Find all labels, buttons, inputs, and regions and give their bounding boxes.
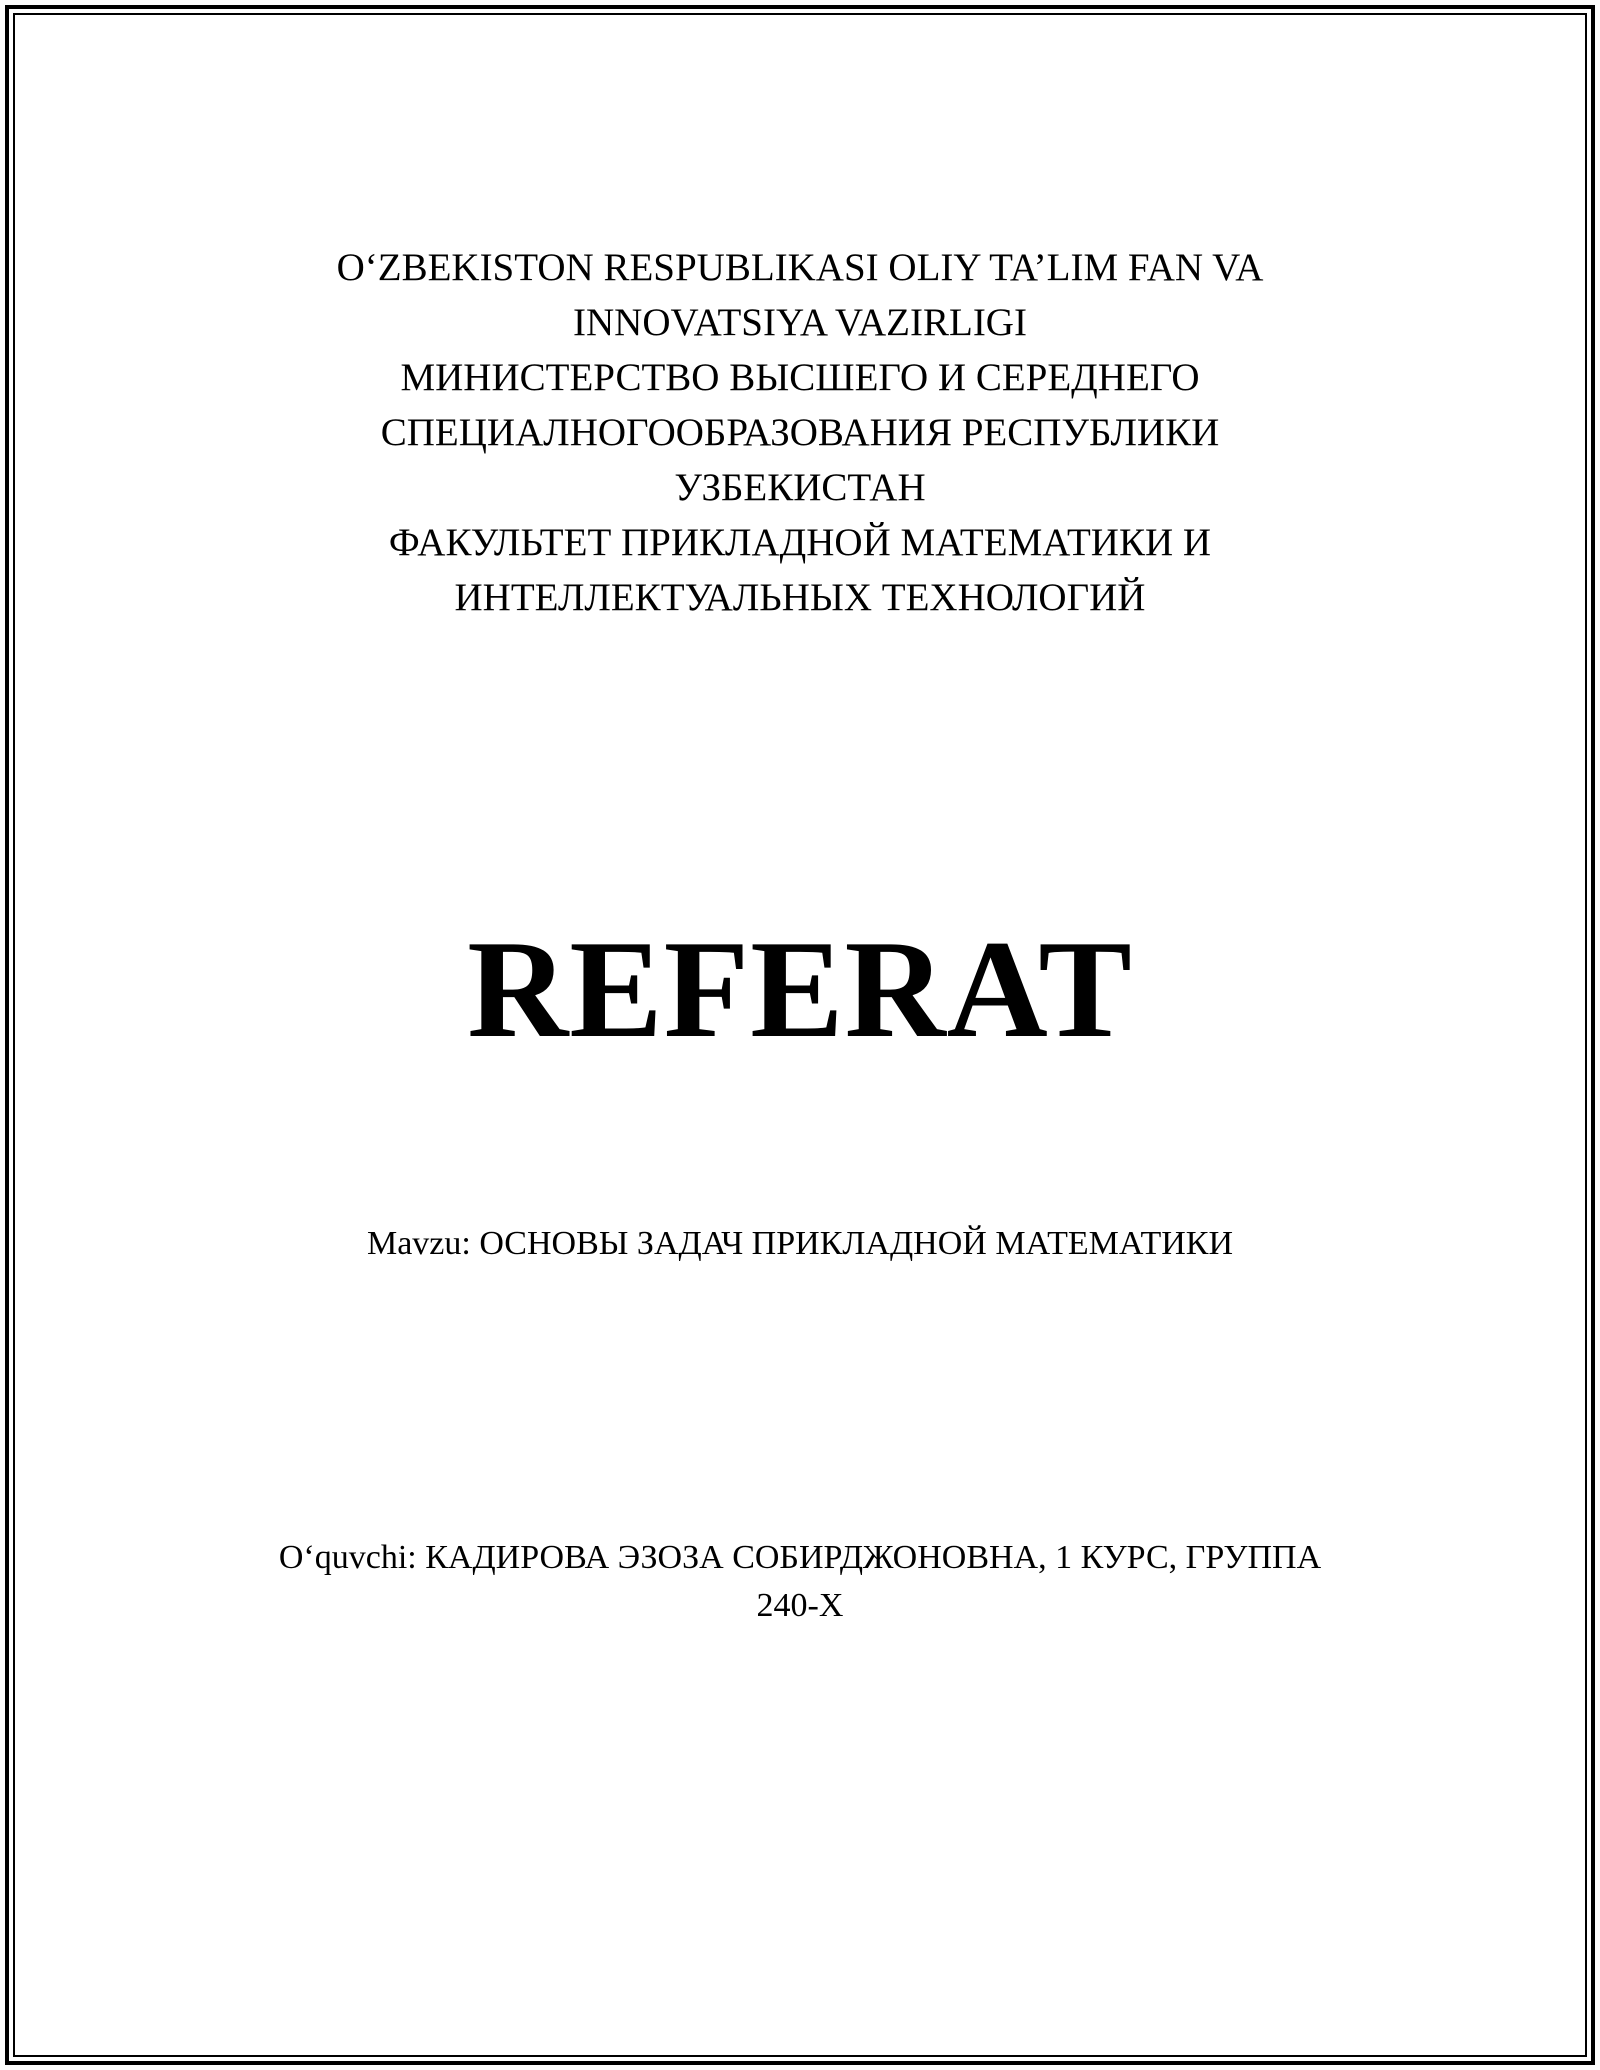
student-line: O‘quvchi: КАДИРОВА ЭЗОЗА СОБИРДЖОНОВНА, 1 КУРС, ГРУППА: [278, 1539, 1322, 1576]
header-line: УЗБЕКИСТАН: [674, 466, 926, 509]
header-line: INNOVATSIYA VAZIRLIGI: [573, 301, 1027, 344]
student-info: [0, 1534, 1600, 1630]
header-line: МИНИСТЕРСТВО ВЫСШЕГО И СЕРЕДНЕГО: [400, 356, 1200, 399]
document-title: REFERAT: [467, 912, 1133, 1067]
header-line: ИНТЕЛЛЕКТУАЛЬНЫХ ТЕХНОЛОГИЙ: [454, 576, 1146, 619]
student-group-line: 240-X: [756, 1587, 844, 1624]
header-line: O‘ZBEKISTON RESPUBLIKASI OLIY TA’LIM FAN VA: [336, 246, 1264, 289]
topic-line: Mavzu: ОСНОВЫ ЗАДАЧ ПРИКЛАДНОЙ МАТЕМАТИКИ: [366, 1225, 1234, 1262]
header-line: ФАКУЛЬТЕТ ПРИКЛАДНОЙ МАТЕМАТИКИ И: [388, 521, 1212, 564]
header-line: СПЕЦИАЛНОГООБРАЗОВАНИЯ РЕСПУБЛИКИ: [380, 411, 1220, 454]
institution-header: [0, 240, 1600, 625]
